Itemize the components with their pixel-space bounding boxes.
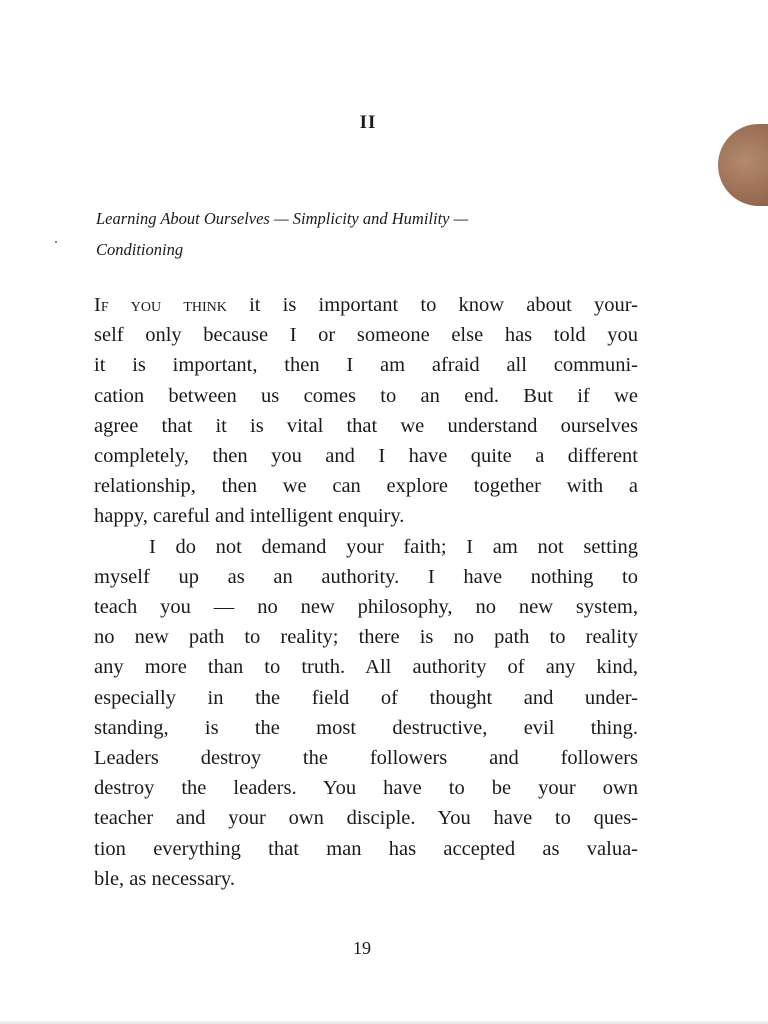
paragraph-line: teacher and your own disciple. You have to ques- [94, 807, 638, 830]
body-text [94, 290, 638, 894]
paragraph-line: no new path to reality; there is no path to reality [94, 626, 638, 649]
paragraph-line: ble, as necessary. [94, 867, 235, 890]
chapter-subtitle [96, 203, 656, 265]
page-speck [55, 241, 57, 243]
thumb-edge [718, 124, 768, 206]
subtitle-line: Learning About Ourselves — Simplicity and Humility — [96, 209, 469, 228]
paragraph-line: agree that it is vital that we understand ourselves [94, 414, 638, 437]
paragraph-line: teach you — no new philosophy, no new system, [94, 596, 638, 619]
paragraph-line [94, 290, 638, 320]
paragraph-line: destroy the leaders. You have to be your own [94, 777, 638, 800]
subtitle-line: Conditioning [96, 240, 184, 259]
drop-small-caps: If you think [94, 294, 227, 316]
paragraph-line: tion everything that man has accepted as valua- [94, 837, 638, 860]
paragraph-line: I do not demand your faith; I am not setting [149, 535, 638, 558]
paragraph-line: happy, careful and intelligent enquiry. [94, 505, 405, 528]
paragraph-line: especially in the field of thought and under- [94, 686, 638, 709]
paragraph-line: it is important, then I am afraid all communi- [94, 354, 638, 377]
paragraph-line: any more than to truth. All authority of any kind, [94, 656, 638, 679]
paragraph-line: myself up as an authority. I have nothing to [94, 565, 638, 588]
paragraph-line: standing, is the most destructive, evil thing. [94, 716, 638, 739]
paragraph-line: Leaders destroy the followers and followers [94, 747, 638, 770]
paragraph-line: cation between us comes to an end. But if we [94, 384, 638, 407]
paragraph-line: self only because I or someone else has told you [94, 324, 638, 347]
paragraph-line-text: it is important to know about your- [226, 294, 638, 316]
paragraph-line: relationship, then we can explore together with a [94, 475, 638, 498]
paragraph-line: completely, then you and I have quite a different [94, 445, 638, 468]
page-number: 19 [353, 938, 371, 958]
chapter-number: II [359, 112, 377, 133]
